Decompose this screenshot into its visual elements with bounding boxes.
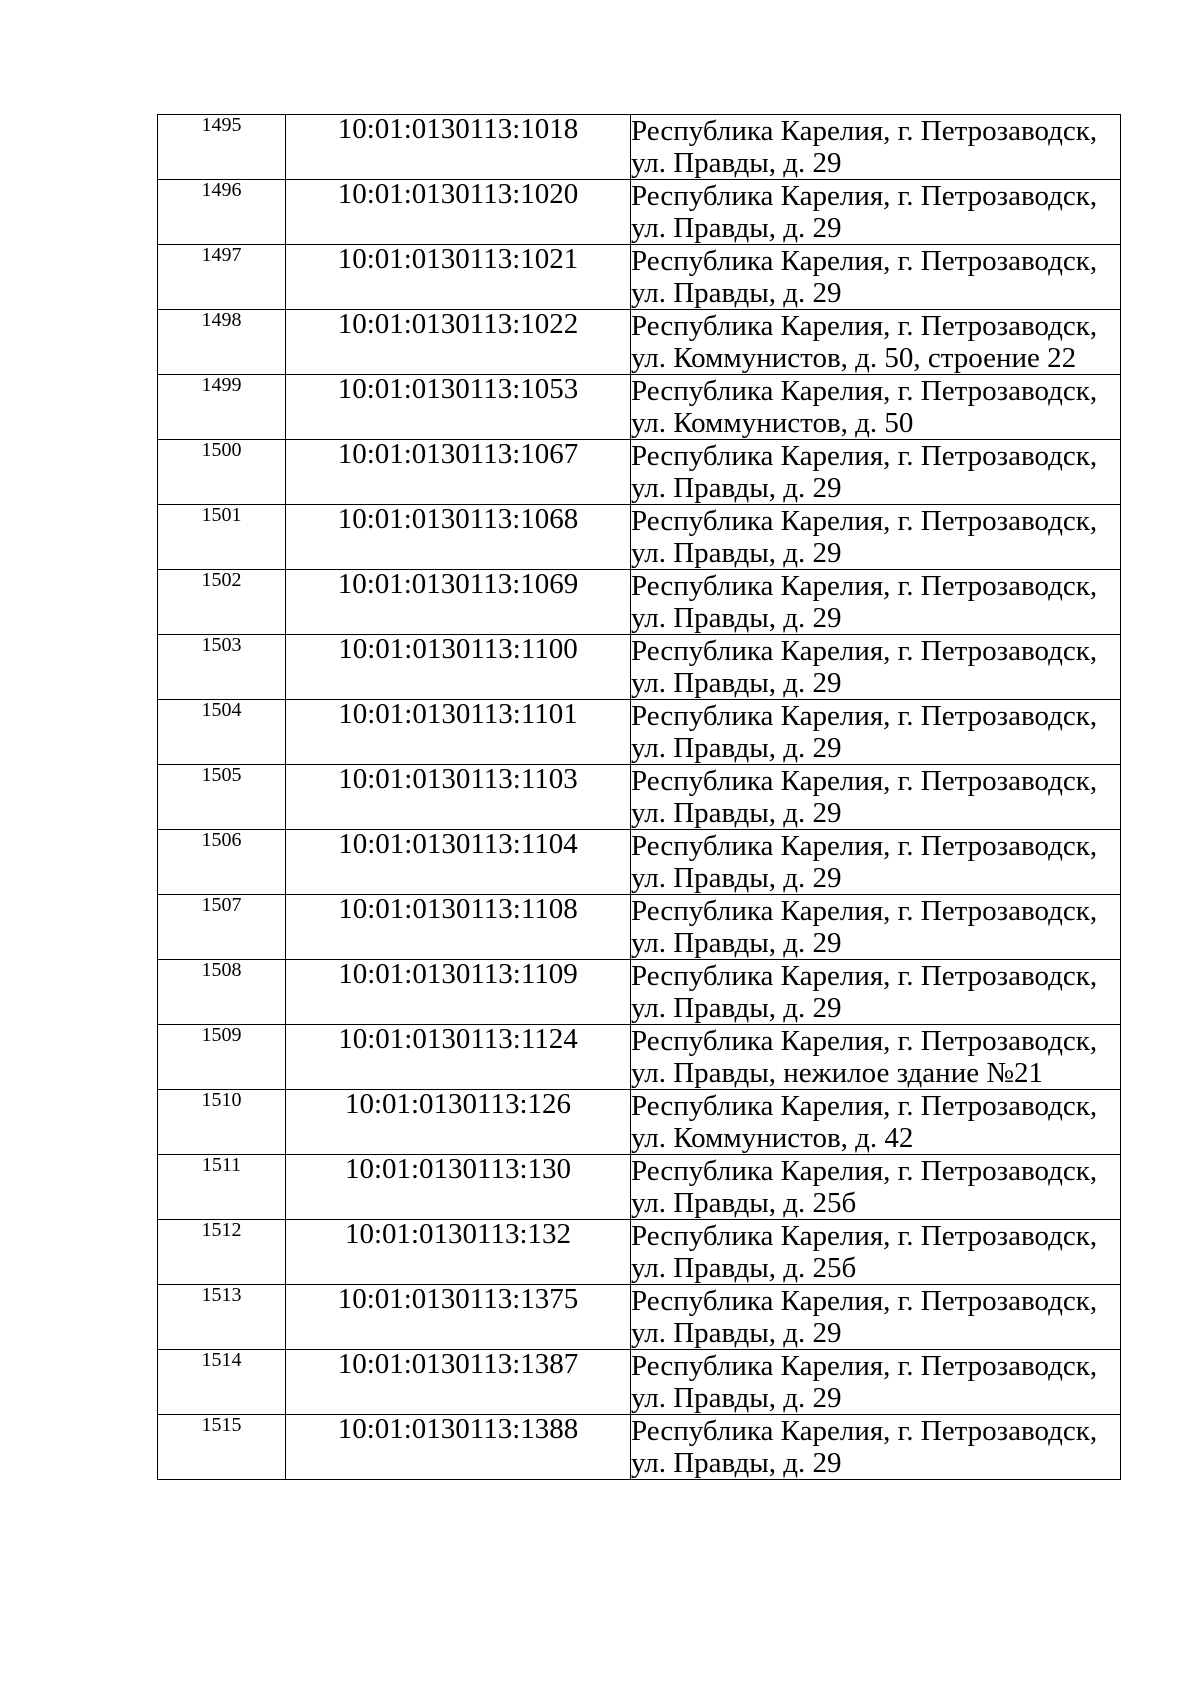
cadastral-number: 10:01:0130113:1124 xyxy=(286,1025,631,1090)
address-cell xyxy=(631,1285,1121,1350)
cadastral-number: 10:01:0130113:1053 xyxy=(286,375,631,440)
address-line-2: ул. Правды, д. 29 xyxy=(631,212,842,244)
address-line-2: ул. Правды, д. 29 xyxy=(631,992,842,1024)
row-number: 1510 xyxy=(158,1090,286,1155)
table-row xyxy=(158,1285,1121,1350)
cadastral-number: 10:01:0130113:1103 xyxy=(286,765,631,830)
row-number: 1501 xyxy=(158,505,286,570)
address-line-1: Республика Карелия, г. Петрозаводск, xyxy=(631,1155,1098,1187)
address-line-1: Республика Карелия, г. Петрозаводск, xyxy=(631,1025,1098,1057)
address-line-1: Республика Карелия, г. Петрозаводск, xyxy=(631,1285,1098,1317)
address-line-2: ул. Правды, д. 29 xyxy=(631,732,842,764)
address-line-1: Республика Карелия, г. Петрозаводск, xyxy=(631,245,1098,277)
row-number: 1503 xyxy=(158,635,286,700)
address-line-2: ул. Правды, д. 29 xyxy=(631,277,842,309)
address-line-1: Республика Карелия, г. Петрозаводск, xyxy=(631,310,1098,342)
address-line-2: ул. Коммунистов, д. 50 xyxy=(631,407,914,439)
address-cell xyxy=(631,440,1121,505)
table-row xyxy=(158,1090,1121,1155)
address-cell xyxy=(631,1155,1121,1220)
address-cell xyxy=(631,960,1121,1025)
address-line-2: ул. Коммунистов, д. 50, строение 22 xyxy=(631,342,1077,374)
row-number: 1508 xyxy=(158,960,286,1025)
address-cell xyxy=(631,570,1121,635)
address-line-1: Республика Карелия, г. Петрозаводск, xyxy=(631,895,1098,927)
row-number: 1504 xyxy=(158,700,286,765)
cadastral-number: 10:01:0130113:132 xyxy=(286,1220,631,1285)
row-number: 1513 xyxy=(158,1285,286,1350)
address-line-2: ул. Правды, д. 25б xyxy=(631,1252,857,1284)
cadastral-number: 10:01:0130113:130 xyxy=(286,1155,631,1220)
address-cell xyxy=(631,1090,1121,1155)
address-line-2: ул. Правды, д. 29 xyxy=(631,667,842,699)
table-row xyxy=(158,1155,1121,1220)
address-line-2: ул. Правды, нежилое здание №21 xyxy=(631,1057,1044,1089)
table-row xyxy=(158,765,1121,830)
row-number: 1514 xyxy=(158,1350,286,1415)
cadastral-number: 10:01:0130113:1021 xyxy=(286,245,631,310)
table-row xyxy=(158,635,1121,700)
cadastral-number: 10:01:0130113:1069 xyxy=(286,570,631,635)
address-line-2: ул. Правды, д. 29 xyxy=(631,602,842,634)
address-line-2: ул. Правды, д. 29 xyxy=(631,797,842,829)
table-row xyxy=(158,895,1121,960)
address-line-1: Республика Карелия, г. Петрозаводск, xyxy=(631,180,1098,212)
table-row xyxy=(158,1220,1121,1285)
cadastral-number: 10:01:0130113:1104 xyxy=(286,830,631,895)
registry-table-body xyxy=(158,115,1121,1480)
table-row xyxy=(158,570,1121,635)
cadastral-number: 10:01:0130113:126 xyxy=(286,1090,631,1155)
address-line-1: Республика Карелия, г. Петрозаводск, xyxy=(631,1415,1098,1447)
address-cell xyxy=(631,765,1121,830)
address-line-2: ул. Правды, д. 29 xyxy=(631,472,842,504)
table-row xyxy=(158,1350,1121,1415)
address-cell xyxy=(631,1415,1121,1480)
cadastral-number: 10:01:0130113:1388 xyxy=(286,1415,631,1480)
cadastral-number: 10:01:0130113:1375 xyxy=(286,1285,631,1350)
row-number: 1497 xyxy=(158,245,286,310)
address-line-2: ул. Правды, д. 29 xyxy=(631,1447,842,1479)
address-cell xyxy=(631,375,1121,440)
address-line-2: ул. Правды, д. 29 xyxy=(631,147,842,179)
address-cell xyxy=(631,830,1121,895)
address-line-1: Республика Карелия, г. Петрозаводск, xyxy=(631,765,1098,797)
table-row xyxy=(158,440,1121,505)
row-number: 1499 xyxy=(158,375,286,440)
row-number: 1509 xyxy=(158,1025,286,1090)
address-line-1: Республика Карелия, г. Петрозаводск, xyxy=(631,1220,1098,1252)
address-line-1: Республика Карелия, г. Петрозаводск, xyxy=(631,830,1098,862)
row-number: 1512 xyxy=(158,1220,286,1285)
table-row xyxy=(158,375,1121,440)
address-line-1: Республика Карелия, г. Петрозаводск, xyxy=(631,570,1098,602)
cadastral-number: 10:01:0130113:1109 xyxy=(286,960,631,1025)
row-number: 1498 xyxy=(158,310,286,375)
row-number: 1505 xyxy=(158,765,286,830)
table-row xyxy=(158,1025,1121,1090)
address-line-1: Республика Карелия, г. Петрозаводск, xyxy=(631,1350,1098,1382)
cadastral-number: 10:01:0130113:1387 xyxy=(286,1350,631,1415)
row-number: 1502 xyxy=(158,570,286,635)
address-cell xyxy=(631,245,1121,310)
row-number: 1495 xyxy=(158,115,286,180)
cadastral-number: 10:01:0130113:1101 xyxy=(286,700,631,765)
cadastral-number: 10:01:0130113:1100 xyxy=(286,635,631,700)
address-line-2: ул. Коммунистов, д. 42 xyxy=(631,1122,914,1154)
table-row xyxy=(158,245,1121,310)
row-number: 1500 xyxy=(158,440,286,505)
row-number: 1515 xyxy=(158,1415,286,1480)
address-line-1: Республика Карелия, г. Петрозаводск, xyxy=(631,1090,1098,1122)
cadastral-number: 10:01:0130113:1020 xyxy=(286,180,631,245)
address-line-1: Республика Карелия, г. Петрозаводск, xyxy=(631,700,1098,732)
address-line-2: ул. Правды, д. 25б xyxy=(631,1187,857,1219)
address-line-1: Республика Карелия, г. Петрозаводск, xyxy=(631,960,1098,992)
address-line-2: ул. Правды, д. 29 xyxy=(631,927,842,959)
address-line-1: Республика Карелия, г. Петрозаводск, xyxy=(631,375,1098,407)
row-number: 1511 xyxy=(158,1155,286,1220)
address-line-2: ул. Правды, д. 29 xyxy=(631,537,842,569)
table-row xyxy=(158,960,1121,1025)
row-number: 1506 xyxy=(158,830,286,895)
property-registry-table xyxy=(157,114,1121,1480)
table-row xyxy=(158,700,1121,765)
cadastral-number: 10:01:0130113:1067 xyxy=(286,440,631,505)
address-line-2: ул. Правды, д. 29 xyxy=(631,1317,842,1349)
address-cell xyxy=(631,1025,1121,1090)
cadastral-number: 10:01:0130113:1068 xyxy=(286,505,631,570)
address-cell xyxy=(631,1350,1121,1415)
address-line-2: ул. Правды, д. 29 xyxy=(631,1382,842,1414)
address-cell xyxy=(631,505,1121,570)
table-row xyxy=(158,310,1121,375)
row-number: 1496 xyxy=(158,180,286,245)
address-line-1: Республика Карелия, г. Петрозаводск, xyxy=(631,635,1098,667)
address-line-2: ул. Правды, д. 29 xyxy=(631,862,842,894)
address-cell xyxy=(631,180,1121,245)
table-row xyxy=(158,505,1121,570)
address-line-1: Республика Карелия, г. Петрозаводск, xyxy=(631,115,1098,147)
address-cell xyxy=(631,1220,1121,1285)
address-cell xyxy=(631,115,1121,180)
table-row xyxy=(158,180,1121,245)
table-row xyxy=(158,115,1121,180)
cadastral-number: 10:01:0130113:1018 xyxy=(286,115,631,180)
cadastral-number: 10:01:0130113:1022 xyxy=(286,310,631,375)
address-cell xyxy=(631,895,1121,960)
row-number: 1507 xyxy=(158,895,286,960)
address-line-1: Республика Карелия, г. Петрозаводск, xyxy=(631,440,1098,472)
cadastral-number: 10:01:0130113:1108 xyxy=(286,895,631,960)
table-row xyxy=(158,1415,1121,1480)
address-line-1: Республика Карелия, г. Петрозаводск, xyxy=(631,505,1098,537)
address-cell xyxy=(631,635,1121,700)
table-row xyxy=(158,830,1121,895)
address-cell xyxy=(631,310,1121,375)
address-cell xyxy=(631,700,1121,765)
